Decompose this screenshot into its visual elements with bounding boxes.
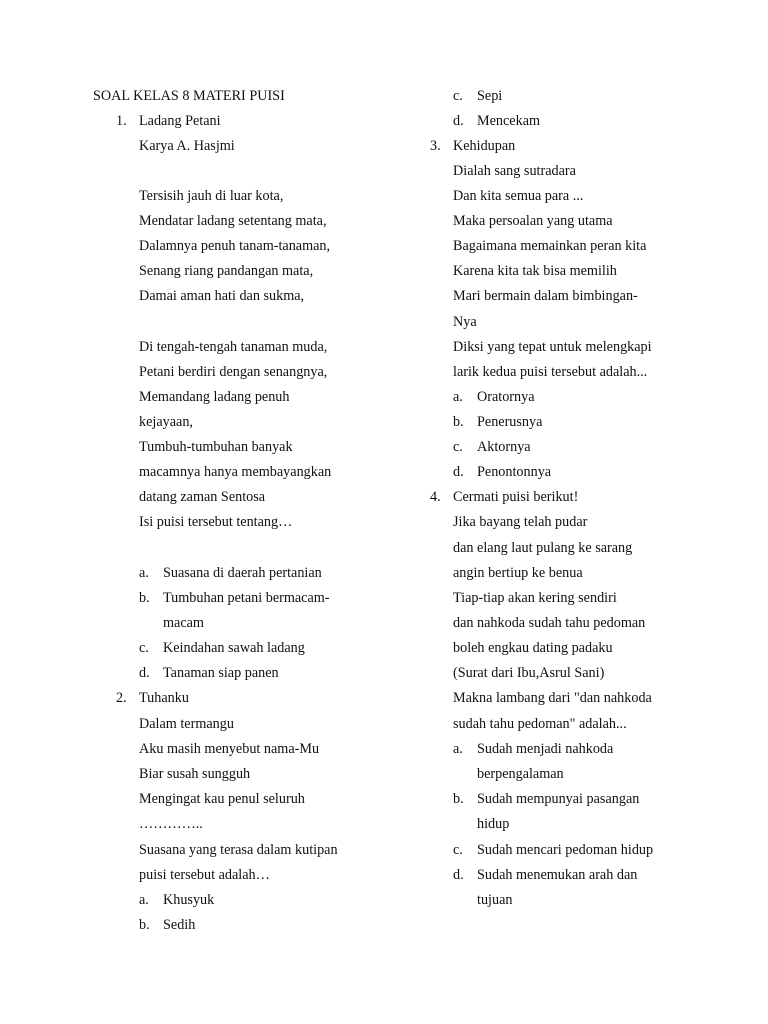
question-text: Suasana yang terasa dalam kutipan xyxy=(139,842,338,858)
option-text: Sudah menemukan arah dan xyxy=(477,867,638,883)
poem-line: Di tengah-tengah tanaman muda, xyxy=(139,339,328,355)
poem-line: Dialah sang sutradara xyxy=(453,163,576,179)
poem-line: Tumbuh-tumbuhan banyak xyxy=(139,439,293,455)
poem-line: Biar susah sungguh xyxy=(139,766,251,782)
poem-line: boleh engkau dating padaku xyxy=(453,640,613,656)
option-letter: b. xyxy=(139,917,150,933)
poem-line: Memandang ladang penuh xyxy=(139,389,290,405)
poem-title: Ladang Petani xyxy=(139,113,221,129)
option-text: Khusyuk xyxy=(163,892,215,908)
option-text: Suasana di daerah pertanian xyxy=(163,565,322,581)
option-letter: d. xyxy=(453,113,464,129)
poem-line: dan elang laut pulang ke sarang xyxy=(453,540,633,556)
option-letter: a. xyxy=(139,892,149,908)
poem-line: ………….. xyxy=(139,816,203,832)
option-text: berpengalaman xyxy=(477,766,564,782)
option-text: tujuan xyxy=(477,892,513,908)
poem-line: Maka persoalan yang utama xyxy=(453,213,613,229)
question-number: 4. xyxy=(430,489,441,505)
option-letter: a. xyxy=(139,565,149,581)
poem-line: Karena kita tak bisa memilih xyxy=(453,263,617,279)
option-text: Aktornya xyxy=(477,439,531,455)
option-text: Tanaman siap panen xyxy=(163,665,279,681)
option-letter: a. xyxy=(453,389,463,405)
option-letter: d. xyxy=(139,665,150,681)
poem-line: Damai aman hati dan sukma, xyxy=(139,288,305,304)
option-letter: c. xyxy=(453,88,463,104)
poem-line: datang zaman Sentosa xyxy=(139,489,266,505)
poem-line: Mengingat kau penul seluruh xyxy=(139,791,305,807)
poem-line: angin bertiup ke benua xyxy=(453,565,583,581)
poem-line: kejayaan, xyxy=(139,414,193,430)
question-text: Diksi yang tepat untuk melengkapi xyxy=(453,339,652,355)
poem-line: macamnya hanya membayangkan xyxy=(139,464,332,480)
option-letter: b. xyxy=(453,414,464,430)
option-text: Tumbuhan petani bermacam- xyxy=(163,590,330,606)
option-text: Sedih xyxy=(163,917,196,933)
option-text: Mencekam xyxy=(477,113,541,129)
option-text: Sudah mencari pedoman hidup xyxy=(477,842,654,858)
option-text: Sudah mempunyai pasangan xyxy=(477,791,640,807)
option-letter: b. xyxy=(139,590,150,606)
poem-author: Karya A. Hasjmi xyxy=(139,138,235,154)
poem-line: dan nahkoda sudah tahu pedoman xyxy=(453,615,646,631)
poem-line: Dalam termangu xyxy=(139,716,234,732)
poem-line: Aku masih menyebut nama-Mu xyxy=(139,741,320,757)
option-letter: c. xyxy=(139,640,149,656)
option-letter: d. xyxy=(453,464,464,480)
poem-line: Dan kita semua para ... xyxy=(453,188,584,204)
question-number: 1. xyxy=(116,113,127,129)
question-text: larik kedua puisi tersebut adalah... xyxy=(453,364,648,380)
poem-source: (Surat dari Ibu,Asrul Sani) xyxy=(453,665,605,681)
option-text: Sepi xyxy=(477,88,503,104)
question-text: sudah tahu pedoman" adalah... xyxy=(453,716,627,732)
question-intro: Cermati puisi berikut! xyxy=(453,489,579,505)
question-text: puisi tersebut adalah… xyxy=(139,867,270,883)
poem-line: Mari bermain dalam bimbingan- xyxy=(453,288,638,304)
poem-line: Tersisih jauh di luar kota, xyxy=(139,188,284,204)
poem-title: Tuhanku xyxy=(139,690,189,706)
option-text: Oratornya xyxy=(477,389,535,405)
poem-title: Kehidupan xyxy=(453,138,516,154)
option-letter: a. xyxy=(453,741,463,757)
option-text: Penerusnya xyxy=(477,414,543,430)
document-title: SOAL KELAS 8 MATERI PUISI xyxy=(93,88,285,104)
option-letter: b. xyxy=(453,791,464,807)
poem-line: Tiap-tiap akan kering sendiri xyxy=(453,590,617,606)
poem-line: Dalamnya penuh tanam-tanaman, xyxy=(139,238,331,254)
poem-line: Jika bayang telah pudar xyxy=(453,514,588,530)
option-text: Penontonnya xyxy=(477,464,552,480)
poem-line: Bagaimana memainkan peran kita xyxy=(453,238,647,254)
question-number: 3. xyxy=(430,138,441,154)
question-text: Makna lambang dari "dan nahkoda xyxy=(453,690,652,706)
poem-line: Petani berdiri dengan senangnya, xyxy=(139,364,328,380)
question-text: Isi puisi tersebut tentang… xyxy=(139,514,293,530)
option-letter: c. xyxy=(453,842,463,858)
option-text: Keindahan sawah ladang xyxy=(163,640,305,656)
option-text: Sudah menjadi nahkoda xyxy=(477,741,614,757)
option-text: hidup xyxy=(477,816,510,832)
question-number: 2. xyxy=(116,690,127,706)
option-text: macam xyxy=(163,615,204,631)
poem-line: Mendatar ladang setentang mata, xyxy=(139,213,327,229)
option-letter: c. xyxy=(453,439,463,455)
poem-line: Senang riang pandangan mata, xyxy=(139,263,314,279)
option-letter: d. xyxy=(453,867,464,883)
poem-line: Nya xyxy=(453,314,477,330)
